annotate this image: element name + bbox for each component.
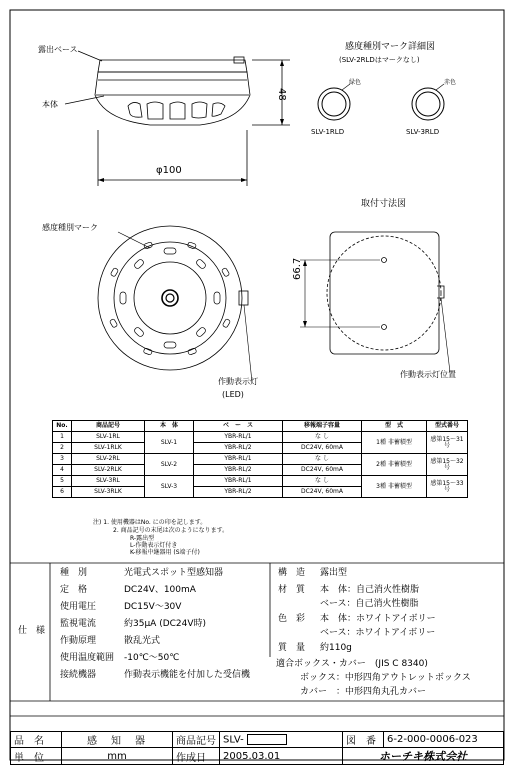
spec-value: 約110g xyxy=(320,643,352,653)
product-code-key: 商品記号 xyxy=(173,732,220,748)
spec-key: 材 質 xyxy=(278,585,306,595)
indicator-lamp-label: 作動表示灯 xyxy=(218,377,258,386)
product-name-key: 品 名 xyxy=(11,732,62,748)
table-header: 商品記号 xyxy=(72,421,145,432)
row-base: YBR-RL/2 xyxy=(194,443,283,454)
diameter-dimension: φ100 xyxy=(156,165,182,176)
indicator-position-label: 作動表示灯位置 xyxy=(400,370,456,379)
spec-key: 種 別 xyxy=(60,568,88,578)
slv3rld-label: SLV-3RLD xyxy=(406,128,440,136)
row-code: SLV-1RLK xyxy=(72,443,145,454)
spec-key: 作動原理 xyxy=(60,636,97,646)
spec-key: 色 彩 xyxy=(278,614,306,624)
date-value: 2005.03.01 xyxy=(220,748,343,765)
row-code: SLV-2RL xyxy=(72,454,145,465)
row-base: YBR-RL/1 xyxy=(194,454,283,465)
spec-value: 散乱光式 xyxy=(124,636,161,646)
table-header: 型式番号 xyxy=(427,421,468,432)
row-num: 感第15～31号 xyxy=(427,432,468,454)
dim-arrow xyxy=(303,321,307,327)
spec-value: ベース：ホワイトアイボリー xyxy=(320,628,436,638)
spec-key: 使用電圧 xyxy=(60,602,97,612)
table-header: 型 式 xyxy=(362,421,427,432)
top-view xyxy=(98,226,252,382)
marking-detail-note: (SLV-2RLDはマークなし) xyxy=(339,56,420,64)
spec-value: ベース：自己消火性樹脂 xyxy=(320,599,419,609)
row-body: SLV-1 xyxy=(145,432,194,454)
spec-key: 構 造 xyxy=(278,568,306,578)
company-logo: ホーチキ株式会社 xyxy=(343,748,504,765)
spec-key: 接続機器 xyxy=(60,670,97,680)
mounting-dimension: 66.7 xyxy=(292,257,303,280)
row-code: SLV-3RL xyxy=(72,476,145,487)
spec-value: 本 体：自己消火性樹脂 xyxy=(320,585,420,595)
row-base: YBR-RL/2 xyxy=(194,487,283,498)
mounting-view xyxy=(300,232,450,372)
note-line: 注) 1. 使用機器はNo. にの印を記します。 xyxy=(93,519,207,526)
spec-key: 監視電流 xyxy=(60,619,97,629)
spec-key: 質 量 xyxy=(278,643,306,653)
table-header-row xyxy=(53,421,468,432)
row-cap: DC24V, 60mA xyxy=(283,487,362,498)
table-header: No. xyxy=(53,421,72,432)
row-no: 4 xyxy=(53,465,72,476)
title-row xyxy=(11,732,504,748)
note-line: 2. 商品記号の末尾は次のようになります。 xyxy=(113,527,229,534)
row-cap: DC24V, 60mA xyxy=(283,443,362,454)
model-table xyxy=(52,420,468,498)
spec-value: 露出型 xyxy=(320,568,348,578)
height-dimension: 48 xyxy=(276,88,287,101)
table-header: 移報端子容量 xyxy=(283,421,362,432)
body-label: 本体 xyxy=(42,100,58,109)
dim-arrow xyxy=(241,178,247,182)
note-line: L-作動表示灯付き xyxy=(130,542,178,549)
row-base: YBR-RL/1 xyxy=(194,432,283,443)
title-row xyxy=(11,748,504,765)
row-no: 6 xyxy=(53,487,72,498)
product-code-blank xyxy=(247,734,287,745)
row-num: 感第15～32号 xyxy=(427,454,468,476)
table-header: ベ ー ス xyxy=(194,421,283,432)
date-key: 作成日 xyxy=(173,748,220,765)
table-row xyxy=(53,454,468,465)
row-no: 3 xyxy=(53,454,72,465)
row-cap: DC24V, 60mA xyxy=(283,465,362,476)
exposed-base-label: 露出ベース xyxy=(38,45,78,54)
dim-arrow xyxy=(303,260,307,266)
cover-spec: カバー ：中形四角丸孔カバー xyxy=(300,687,427,697)
row-type: 1種 非蓄積型 xyxy=(362,432,427,454)
spec-value: 作動表示機能を付加した受信機 xyxy=(124,670,251,680)
box-line: 適合ボックス・カバー (JIS C 8340) xyxy=(276,659,428,669)
green-color-label: 緑色 xyxy=(349,79,362,86)
row-type: 2種 非蓄積型 xyxy=(362,454,427,476)
spec-value: 本 体：ホワイトアイボリー xyxy=(320,614,436,624)
dim-arrow xyxy=(280,119,284,125)
row-cap: な し xyxy=(283,476,362,487)
slv1rld-label: SLV-1RLD xyxy=(311,128,345,136)
row-body: SLV-2 xyxy=(145,454,194,476)
title-block xyxy=(10,731,504,765)
red-color-label: 赤色 xyxy=(444,79,457,86)
mounting-title: 取付寸法図 xyxy=(361,199,407,209)
table-row xyxy=(53,432,468,443)
row-cap: な し xyxy=(283,432,362,443)
row-code: SLV-2RLK xyxy=(72,465,145,476)
row-type: 3種 非蓄積型 xyxy=(362,476,427,498)
spec-section-label: 仕 様 xyxy=(18,626,46,636)
dim-arrow xyxy=(280,60,284,66)
note-line: R-露出型 xyxy=(130,535,155,542)
spec-value: 光電式スポット型感知器 xyxy=(124,568,224,578)
spec-value: -10℃～50℃ xyxy=(124,653,180,663)
note-line: K-移報中継器用 (S端子付) xyxy=(130,549,200,556)
row-num: 感第15～33号 xyxy=(427,476,468,498)
row-code: SLV-3RLK xyxy=(72,487,145,498)
spec-value: DC15V～30V xyxy=(124,602,182,612)
spec-value: DC24V、100mA xyxy=(124,585,196,595)
row-no: 5 xyxy=(53,476,72,487)
spec-key: 定 格 xyxy=(60,585,88,595)
row-no: 2 xyxy=(53,443,72,454)
spec-value: 約35μA (DC24V時) xyxy=(124,619,207,629)
table-header: 本 体 xyxy=(145,421,194,432)
dim-arrow xyxy=(98,178,104,182)
table-row xyxy=(53,476,468,487)
product-code-value: SLV- xyxy=(223,734,244,746)
row-body: SLV-3 xyxy=(145,476,194,498)
drawing-number-key: 図 番 xyxy=(343,732,384,748)
product-code-cell xyxy=(220,732,343,748)
unit-key: 単 位 xyxy=(11,748,62,765)
led-label: (LED) xyxy=(222,390,244,399)
box-spec: ボックス：中形四角アウトレットボックス xyxy=(300,673,471,683)
row-base: YBR-RL/1 xyxy=(194,476,283,487)
product-name-value: 感 知 器 xyxy=(62,732,173,748)
row-no: 1 xyxy=(53,432,72,443)
row-code: SLV-1RL xyxy=(72,432,145,443)
drawing-number-value: 6-2-000-0006-023 xyxy=(384,732,504,748)
unit-value: mm xyxy=(62,748,173,765)
row-base: YBR-RL/2 xyxy=(194,465,283,476)
spec-key: 使用温度範囲 xyxy=(60,653,115,663)
marking-detail-title: 感度種別マーク詳細図 xyxy=(345,42,436,52)
sensitivity-mark-label: 感度種別マーク xyxy=(42,223,98,232)
row-cap: な し xyxy=(283,454,362,465)
marking-rings xyxy=(318,84,444,120)
